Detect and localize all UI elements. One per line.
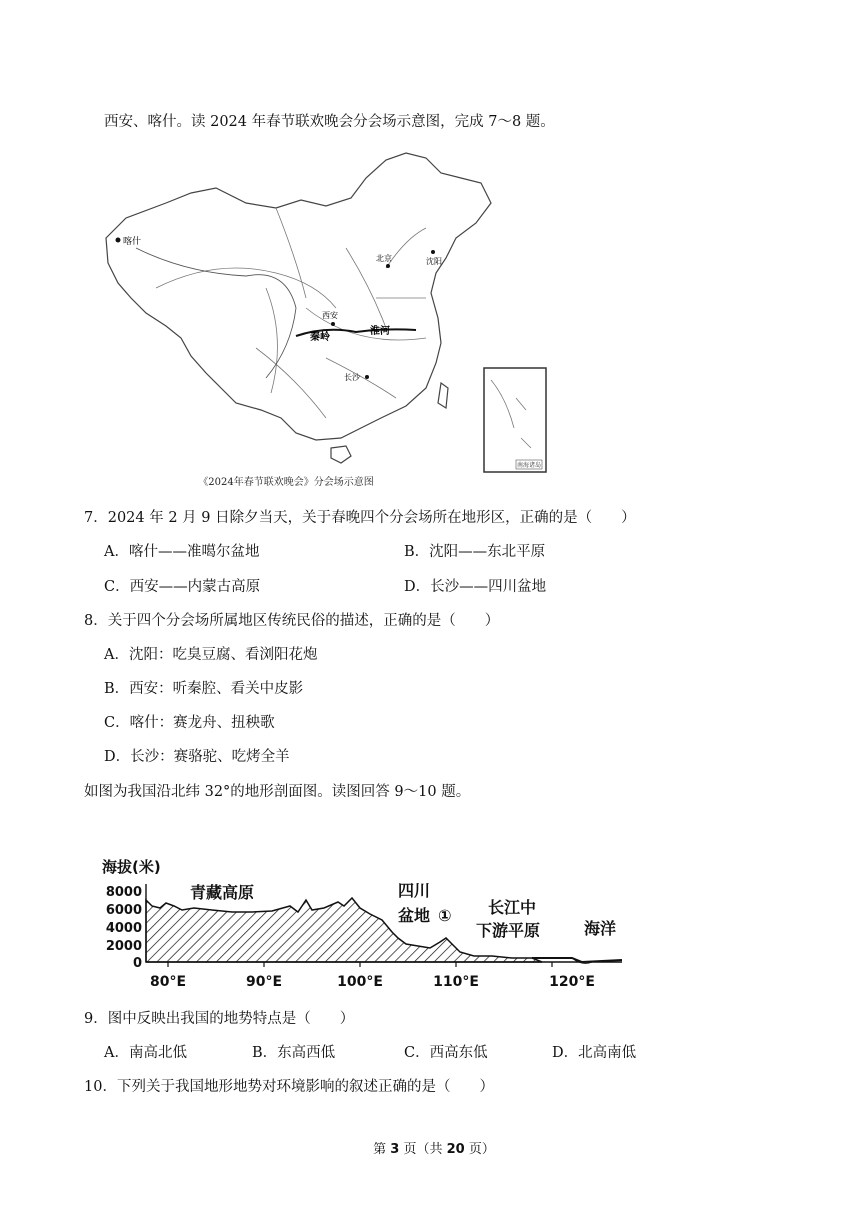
xtick-80: 80°E (149, 974, 187, 990)
south-china-sea-inset (484, 368, 546, 472)
q7-option-d[interactable]: D．长沙——四川盆地 (404, 579, 547, 595)
taiwan-outline (438, 383, 448, 408)
ytick-8000: 8000 (105, 885, 142, 900)
footer-mid: 页（共 (399, 1142, 447, 1157)
kashi-label: 喀什 (123, 237, 142, 247)
xian-marker (331, 322, 335, 326)
xian-label: 西安 (322, 311, 338, 320)
footer-post: 页） (464, 1142, 495, 1157)
profile-ylabel: 海拔(米) (102, 858, 161, 876)
qinling-label: 秦岭 (310, 332, 330, 343)
label-sichuan-1: 四川 (398, 881, 431, 900)
q7-option-a[interactable]: A．喀什——准噶尔盆地 (104, 544, 260, 560)
huaihe-label: 淮河 (370, 326, 390, 337)
terrain-profile (102, 848, 632, 996)
map-caption: 《2024年春节联欢晚会》分会场示意图 (198, 477, 374, 488)
intro-text: 西安、喀什。读 2024 年春节联欢晚会分会场示意图，完成 7～8 题。 (104, 114, 555, 130)
footer-page-number: 3 (390, 1142, 400, 1157)
q9-option-d[interactable]: D．北高南低 (552, 1045, 637, 1061)
footer-pre: 第 (373, 1142, 391, 1157)
q9-option-b[interactable]: B．东高西低 (252, 1045, 336, 1061)
q10-stem: 10．下列关于我国地形地势对环境影响的叙述正确的是（ ） (84, 1079, 494, 1095)
changsha-label: 长沙 (344, 373, 360, 382)
china-map (96, 148, 566, 496)
hainan-outline (331, 446, 351, 463)
china-outline (106, 153, 491, 440)
q8-option-b[interactable]: B．西安：听秦腔、看关中皮影 (104, 681, 304, 697)
q8-option-c[interactable]: C．喀什：赛龙舟、扭秧歌 (104, 715, 275, 731)
footer-total-pages: 20 (446, 1142, 465, 1157)
terrain-profile-figure (102, 848, 632, 996)
xtick-110: 110°E (433, 974, 479, 990)
label-ocean: 海洋 (584, 919, 617, 938)
label-qinghai-tibet: 青藏高原 (190, 883, 255, 902)
label-yangtze-2: 下游平原 (476, 921, 541, 940)
q9-option-c[interactable]: C．西高东低 (404, 1045, 488, 1061)
xtick-120: 120°E (549, 974, 595, 990)
q8-stem: 8．关于四个分会场所属地区传统民俗的描述，正确的是（ ） (84, 613, 500, 629)
label-yangtze-1: 长江中 (488, 898, 537, 917)
label-circle-1: ① (438, 906, 452, 925)
inset-label: 南海诸岛 (516, 462, 542, 469)
q9-option-a[interactable]: A．南高北低 (104, 1045, 187, 1061)
q7-stem: 7．2024 年 2 月 9 日除夕当天，关于春晚四个分会场所在地形区，正确的是（ ） (84, 510, 636, 526)
china-map-figure (96, 148, 566, 496)
q7-option-c[interactable]: C．西安——内蒙古高原 (104, 579, 261, 595)
ytick-0: 0 (132, 956, 142, 971)
profile-intro: 如图为我国沿北纬 32°的地形剖面图。读图回答 9～10 题。 (84, 784, 471, 800)
changsha-marker (365, 375, 369, 379)
xtick-90: 90°E (245, 974, 283, 990)
q8-option-a[interactable]: A．沈阳：吃臭豆腐、看浏阳花炮 (104, 647, 318, 663)
beijing-label: 北京 (376, 254, 392, 263)
q7-option-b[interactable]: B．沈阳——东北平原 (404, 544, 546, 560)
shenyang-label: 沈阳 (426, 257, 442, 266)
shenyang-marker (431, 250, 435, 254)
xtick-100: 100°E (337, 974, 383, 990)
page-footer (0, 1138, 868, 1157)
ytick-4000: 4000 (105, 921, 142, 936)
label-sichuan-2: 盆地 (398, 906, 431, 925)
q8-option-d[interactable]: D．长沙：赛骆驼、吃烤全羊 (104, 749, 290, 765)
kashi-marker (116, 238, 121, 243)
ytick-6000: 6000 (105, 903, 142, 918)
beijing-marker (386, 264, 390, 268)
q9-stem: 9．图中反映出我国的地势特点是（ ） (84, 1011, 355, 1027)
ytick-2000: 2000 (105, 939, 142, 954)
